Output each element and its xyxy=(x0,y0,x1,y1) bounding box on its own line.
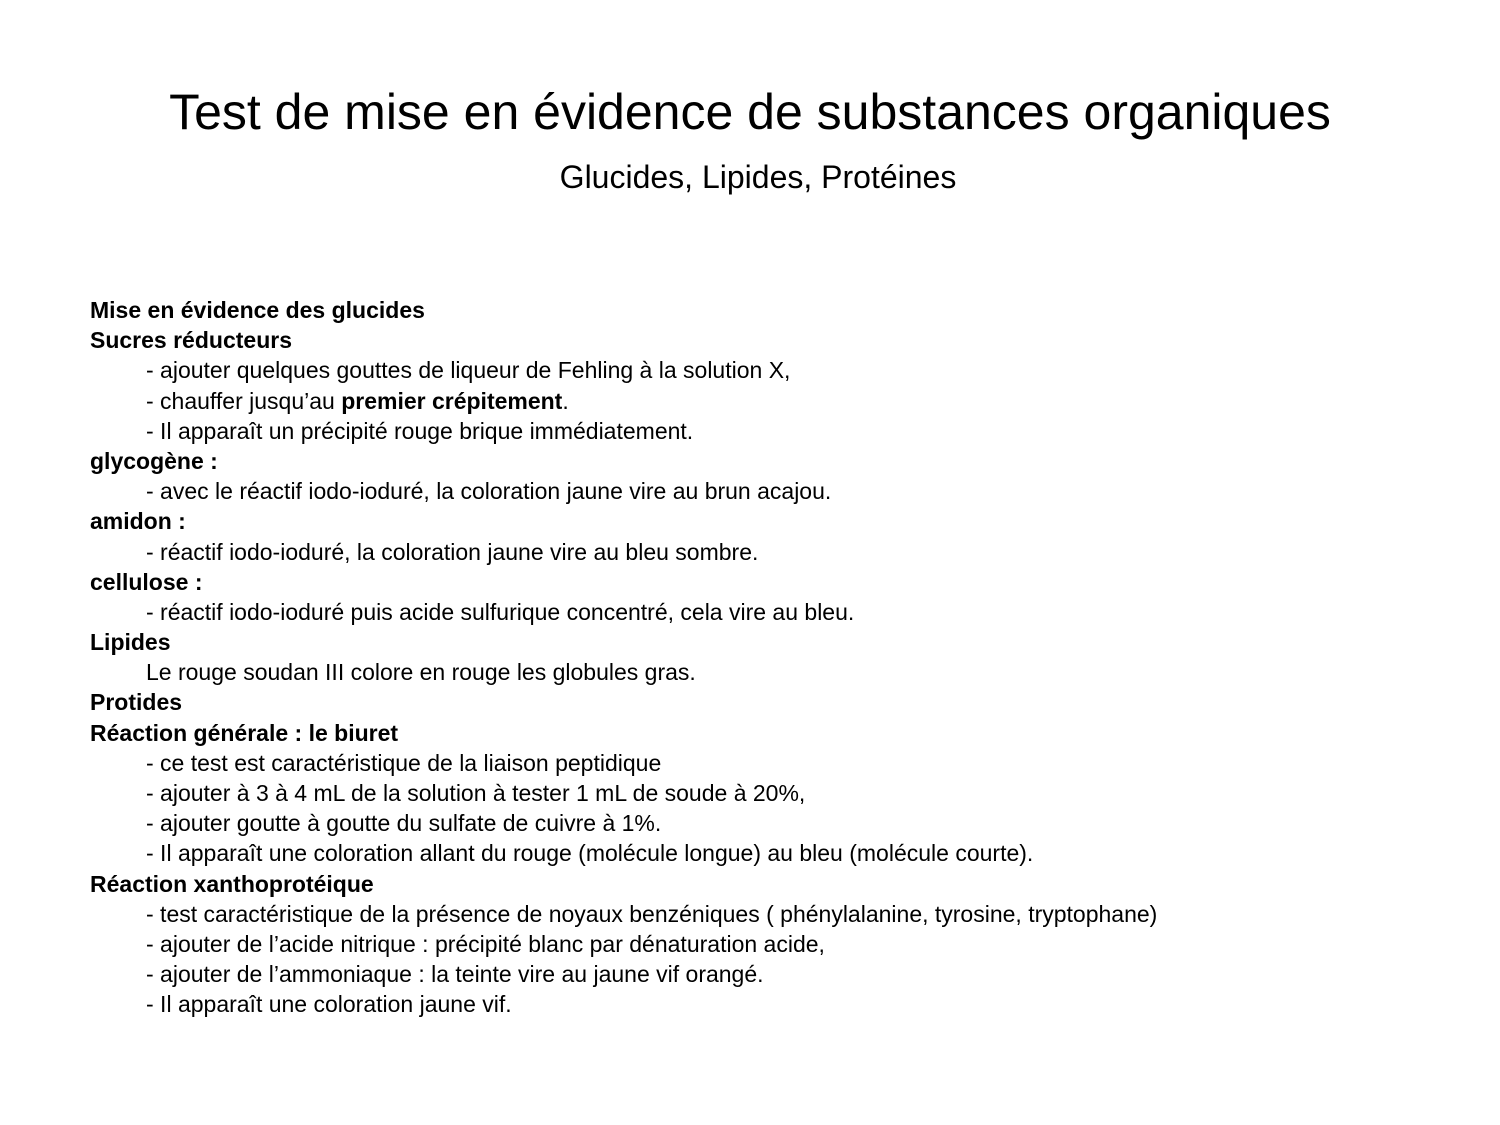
subsection-heading-xanthoproteique: Réaction xanthoprotéique xyxy=(90,870,374,897)
subsection-heading-sucres-reducteurs: Sucres réducteurs xyxy=(90,327,292,354)
list-item: - ce test est caractéristique de la liaison peptidique xyxy=(146,749,662,776)
list-item: Le rouge soudan III colore en rouge les globules gras. xyxy=(146,659,696,686)
document-body xyxy=(90,295,1470,1020)
list-item: - ajouter goutte à goutte du sulfate de cuivre à 1%. xyxy=(146,810,662,837)
emphasis-text: premier crépitement xyxy=(341,387,563,414)
list-item: - réactif iodo-ioduré puis acide sulfurique concentré, cela vire au bleu. xyxy=(146,598,855,625)
list-item: - test caractéristique de la présence de noyaux benzéniques ( phénylalanine, tyrosine, tryptophane) xyxy=(146,900,1158,927)
list-item: - Il apparaît un précipité rouge brique immédiatement. xyxy=(146,417,694,444)
list-item: - ajouter à 3 à 4 mL de la solution à tester 1 mL de soude à 20%, xyxy=(146,780,806,806)
subsection-heading-cellulose: cellulose : xyxy=(90,568,203,595)
page-title: Test de mise en évidence de substances organiques xyxy=(169,84,1331,140)
section-heading-glucides: Mise en évidence des glucides xyxy=(90,297,425,323)
list-item: - Il apparaît une coloration jaune vif. xyxy=(146,991,512,1018)
subsection-heading-biuret: Réaction générale : le biuret xyxy=(90,719,399,746)
section-heading-protides: Protides xyxy=(90,689,183,716)
list-item: - avec le réactif iodo-ioduré, la coloration jaune vire au brun acajou. xyxy=(146,478,832,505)
list-item xyxy=(90,386,1470,416)
subsection-heading-glycogene: glycogène : xyxy=(90,447,218,474)
list-item-text: . xyxy=(562,387,569,414)
page-subtitle: Glucides, Lipides, Protéines xyxy=(559,159,957,195)
list-item: - ajouter de l’ammoniaque : la teinte vire au jaune vif orangé. xyxy=(146,961,764,988)
section-heading-lipides: Lipides xyxy=(90,629,171,656)
list-item: - ajouter quelques gouttes de liqueur de Fehling à la solution X, xyxy=(146,357,791,384)
list-item: - ajouter de l’acide nitrique : précipité blanc par dénaturation acide, xyxy=(146,930,825,957)
list-item-text: - chauffer jusqu’au xyxy=(146,387,342,414)
list-item: - Il apparaît une coloration allant du rouge (molécule longue) au bleu (molécule courte). xyxy=(146,840,1034,867)
list-item: - réactif iodo-ioduré, la coloration jaune vire au bleu sombre. xyxy=(146,538,759,565)
subsection-heading-amidon: amidon : xyxy=(90,508,186,535)
